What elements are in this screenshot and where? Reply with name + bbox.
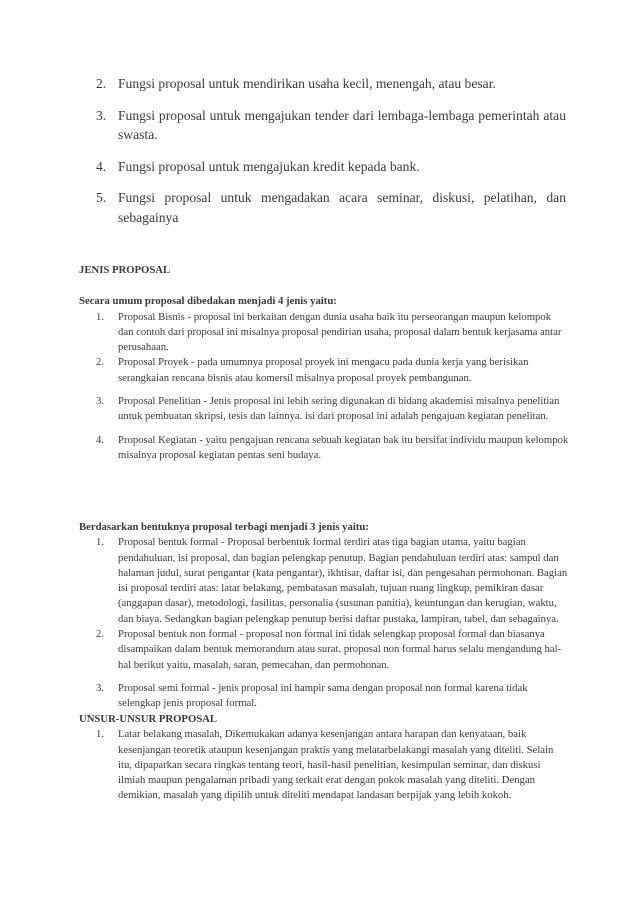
- section-heading: UNSUR-UNSUR PROPOSAL: [79, 713, 218, 725]
- list-item: [79, 535, 569, 627]
- list-number: 5.: [96, 190, 107, 205]
- jenis-list: [79, 310, 569, 464]
- section-intro: Secara umum proposal dibedakan menjadi 4 jenis yaitu:: [79, 295, 337, 308]
- list-number: 1.: [96, 728, 105, 741]
- bentuk-proposal-section: [79, 520, 569, 712]
- list-item: [79, 681, 569, 712]
- list-text: Fungsi proposal untuk mengajukan kredit kepada bank.: [118, 158, 420, 174]
- list-text: Proposal Proyek - pada umumnya proposal proyek ini mengacu pada dunia kerja yang berisikan serangkaian rencana bisnis atau komersil misalnya proposal proyek pembangunan.: [118, 356, 529, 384]
- list-text: Fungsi proposal untuk mengajukan tender dari lembaga-lembaga pemerintah atau swasta.: [118, 107, 566, 142]
- list-item: [79, 727, 569, 803]
- list-text: Proposal Kegiatan - yaitu pengajuan rencana sebuah kegiatan bak itu bersifat individu maupun kelompok misalnya proposal kegiatan pentas seni budaya.: [118, 433, 569, 461]
- list-text: Proposal Penelitian - Jenis proposal ini lebih sering digunakan di bidang akademisi misalnya penelitian untuk pembuatan skripsi, tesis dan lainnya. isi dari proposal ini adalah pengajuan kegiatan penelitan.: [118, 395, 560, 423]
- list-number: 2.: [96, 356, 105, 369]
- list-item: [96, 157, 566, 177]
- list-number: 1.: [96, 536, 105, 549]
- section-intro: Berdasarkan bentuknya proposal terbagi menjadi 3 jenis yaitu:: [79, 521, 369, 533]
- bentuk-list: [79, 535, 569, 711]
- list-text: Fungsi proposal untuk mendirikan usaha kecil, menengah, atau besar.: [118, 76, 496, 91]
- list-number: 3.: [96, 681, 105, 694]
- unsur-proposal-section: [79, 712, 569, 804]
- list-item: [79, 394, 569, 425]
- list-text: Latar belakang masalah, Dikemukakan adanya kesenjangan antara harapan dan kenyataan, baik kesenjangan teoretik ataupun kesenjangan praktis yang melatarbelakangi masalah yang diteliti. Selain itu, dipaparkan secara ringkas tentang teori, hasil-hasil penelitian, kesimpulan seminar, dan diskusi ilmiah maupun pengalaman pribadi yang terkait erat dengan pokok masalah yang diteliti. Dengan demikian, masalah yang dipilih untuk diteliti mendapat landasan berpijak yang lebih kokoh.: [118, 728, 554, 802]
- jenis-proposal-section: [79, 263, 569, 463]
- list-number: 1.: [96, 310, 105, 323]
- unsur-list: [79, 727, 569, 803]
- list-item: [79, 355, 569, 386]
- list-number: 4.: [96, 158, 107, 174]
- list-item: [79, 310, 569, 356]
- proposal-function-list: [96, 74, 566, 239]
- list-item: [79, 627, 569, 673]
- list-item: [96, 188, 566, 227]
- section-heading: JENIS PROPOSAL: [79, 264, 171, 276]
- list-item: [79, 433, 569, 464]
- list-text: Proposal Bisnis - proposal ini berkaitan dengan dunia usaha baik itu perseorangan maupun kelompok dan contoh dari proposal ini misalnya proposal pendirian usaha, proposal dalam bentuk kerjasama antar perusahaan.: [118, 310, 562, 354]
- list-number: 2.: [96, 628, 105, 641]
- list-item: [96, 106, 566, 145]
- list-text: Proposal semi formal - jenis proposal ini hampir sama dengan proposal non formal karena tidak selengkap jenis proposal formal.: [118, 681, 528, 710]
- list-text: Fungsi proposal untuk mengadakan acara seminar, diskusi, pelatihan, dan sebagainya: [118, 190, 566, 225]
- list-text: Proposal bentuk formal - Proposal berbentuk formal terdiri atas tiga bagian utama, yaitu bagian pendahuluan, isi proposal, dan bagian pelengkap penutup. Bagian pendahuluan terdiri atas: sampul dan halaman judul, surat pengantar (kata pengantar), ikhtisar, daftar isi, dan pengesahan permohonan. Bagian isi proposal terdiri atas: latar belakang, pembatasan masalah, tujuan ruang lingkup, pemikiran dasar (anggapan dasar), metodologi, fasilitas, personalia (susunan panitia), keuntungan dan kerugian, waktu, dan biaya. Sedangkan bagian pelengkap penutup berisi daftar pustaka, lampiran, tabel, dan sebagainya.: [118, 536, 568, 625]
- list-number: 3.: [96, 107, 107, 123]
- list-item: [96, 74, 566, 94]
- list-number: 3.: [96, 395, 105, 408]
- list-number: 4.: [96, 433, 105, 446]
- list-number: 2.: [96, 76, 107, 91]
- list-text: Proposal bentuk non formal - proposal non formal ini tidak selengkap proposal formal dan biasanya disampaikan dalam bentuk memorandum atau surat. proposal non formal harus selalu mengandung hal-hal berikut yaitu, masalah, saran, pemecahan, dan permohonan.: [118, 628, 562, 671]
